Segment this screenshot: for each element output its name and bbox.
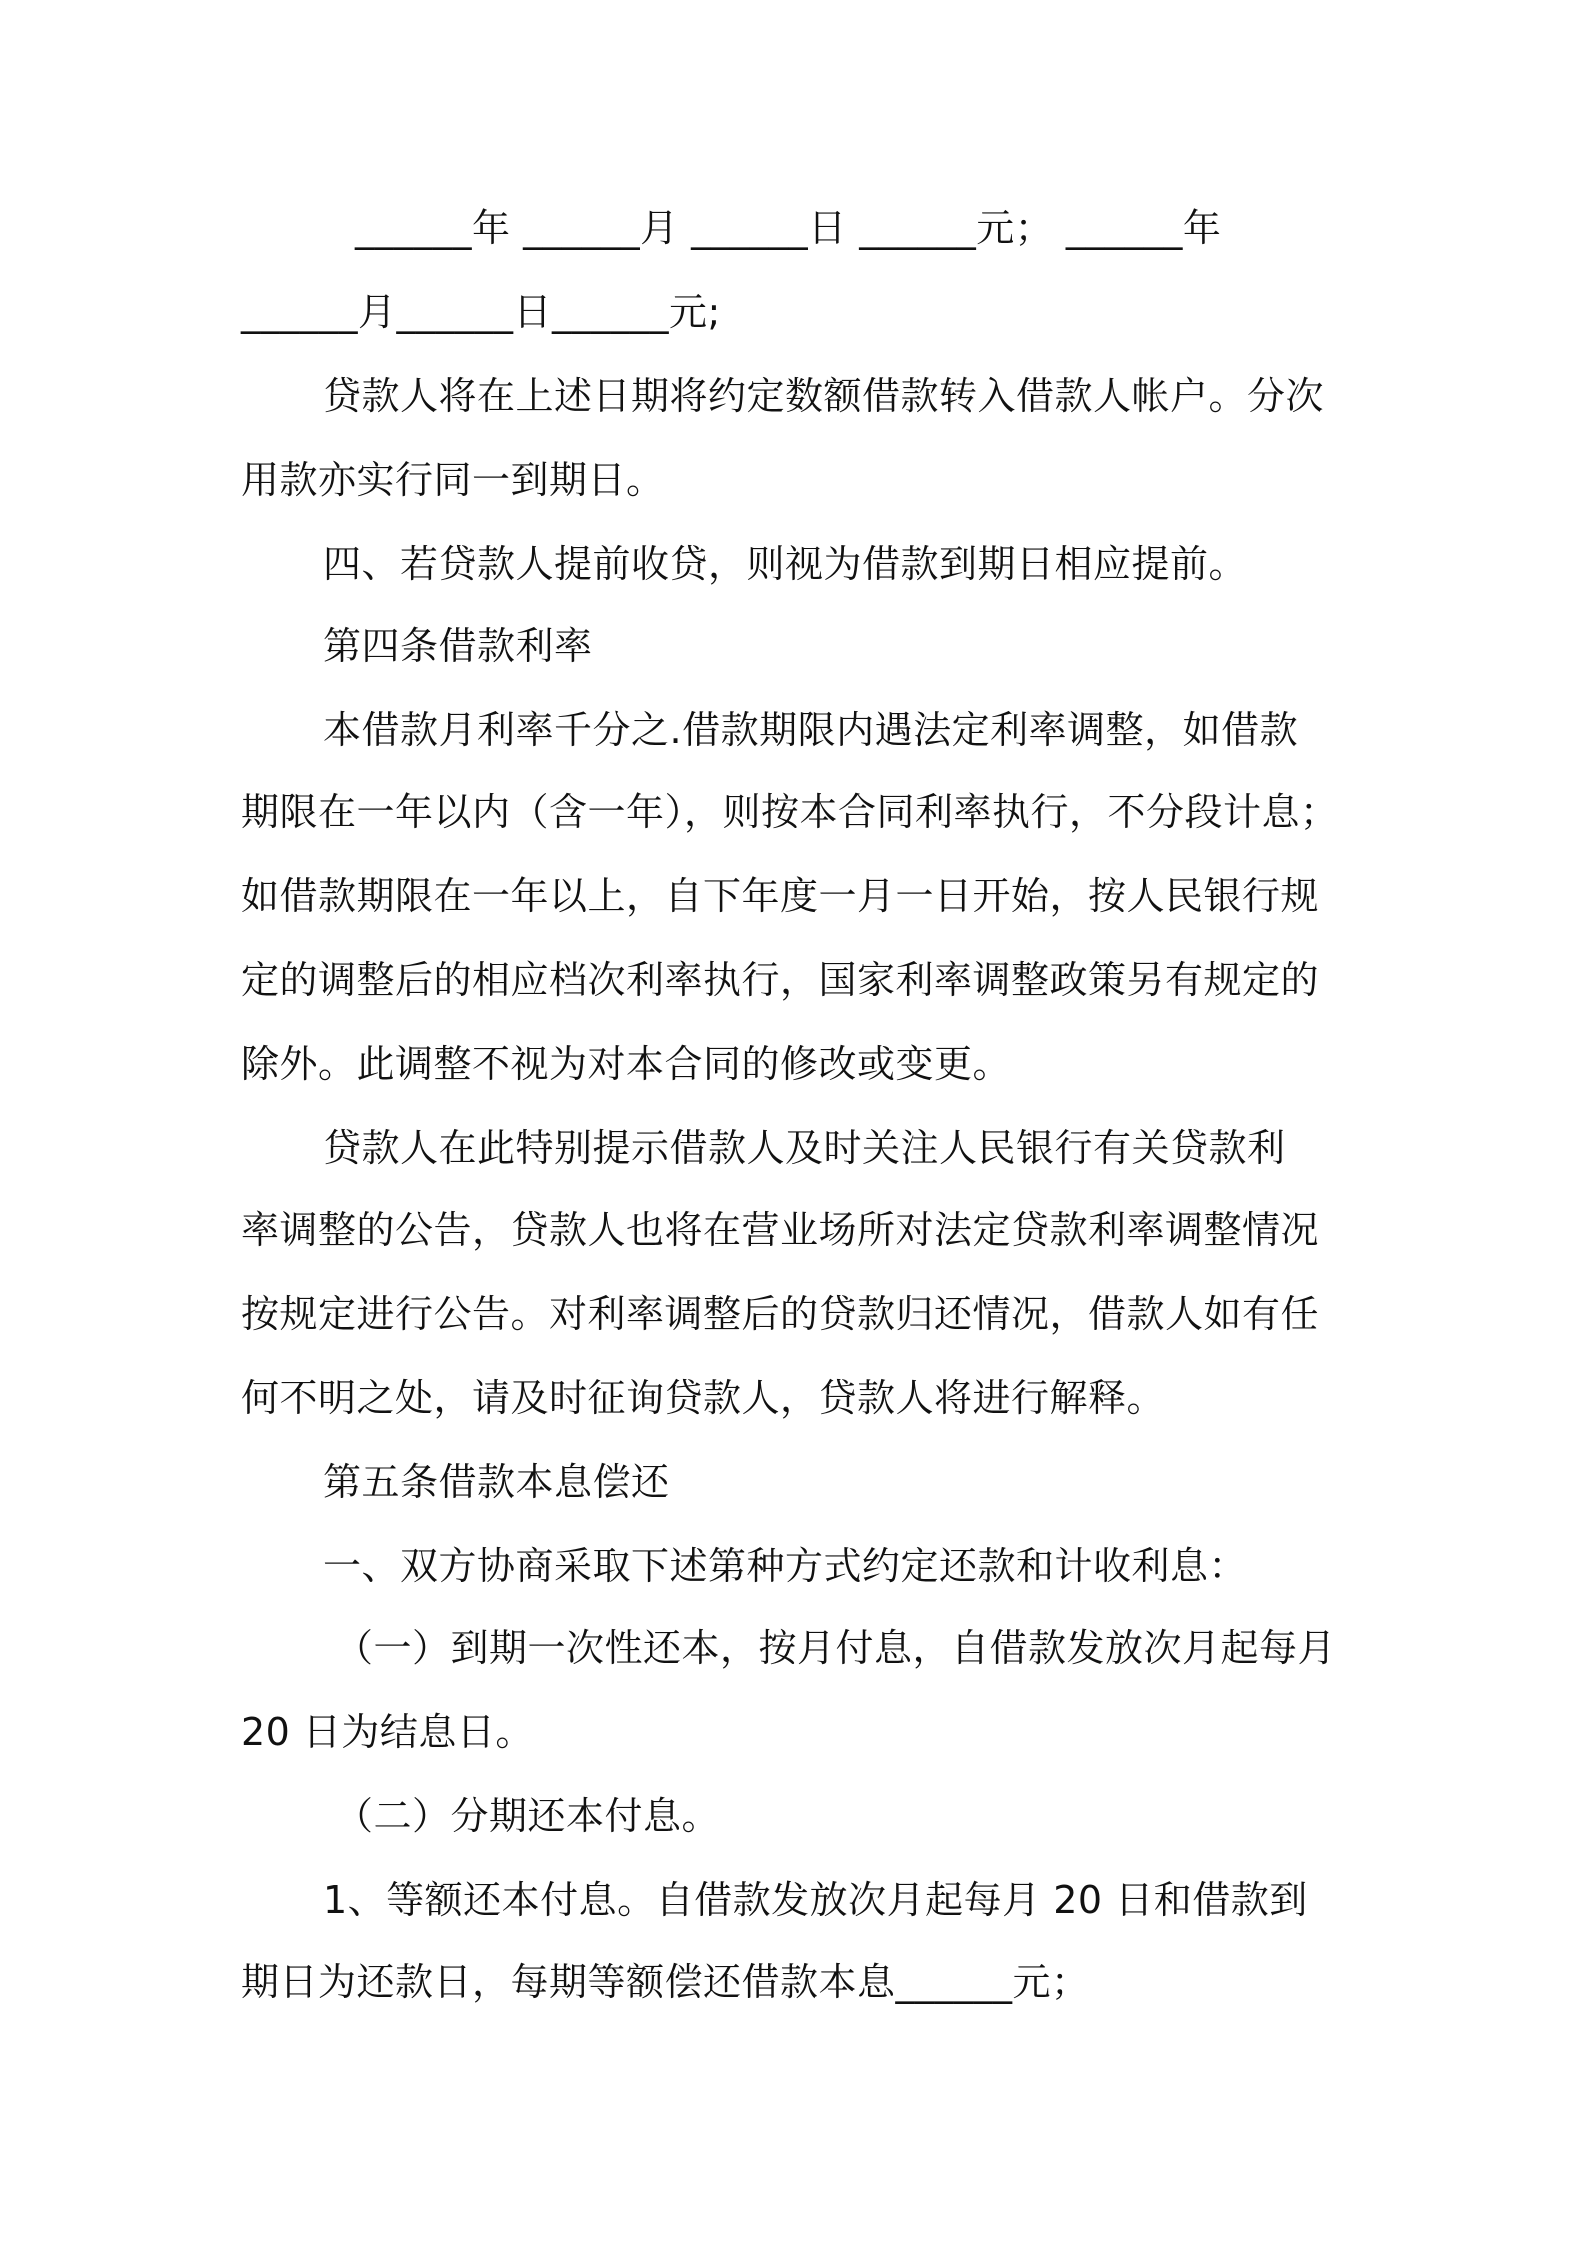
text-line: 用款亦实行同一到期日。 bbox=[241, 458, 665, 502]
text-line: 20 日为结息日。 bbox=[241, 1710, 534, 1754]
text-line: 贷款人将在上述日期将约定数额借款转入借款人帐户。分次 bbox=[323, 374, 1325, 418]
section-heading: 第四条借款利率 bbox=[323, 624, 593, 668]
text-line: 1、等额还本付息。自借款发放次月起每月 20 日和借款到 bbox=[323, 1878, 1308, 1922]
text-line: 除外。此调整不视为对本合同的修改或变更。 bbox=[241, 1042, 1012, 1086]
text-line: ______年 ______月 ______日 ______元； ______年 bbox=[355, 206, 1222, 250]
text-line: 四、若贷款人提前收贷，则视为借款到期日相应提前。 bbox=[323, 542, 1248, 586]
text-line: 贷款人在此特别提示借款人及时关注人民银行有关贷款利 bbox=[323, 1126, 1286, 1170]
text-line: 期限在一年以内（含一年），则按本合同利率执行，不分段计息； bbox=[241, 790, 1339, 834]
text-line: 何不明之处，请及时征询贷款人，贷款人将进行解释。 bbox=[241, 1376, 1166, 1420]
text-line: ______月______日______元; bbox=[241, 290, 721, 334]
text-line: 按规定进行公告。对利率调整后的贷款归还情况，借款人如有任 bbox=[241, 1292, 1320, 1336]
text-line: 如借款期限在一年以上，自下年度一月一日开始，按人民银行规 bbox=[241, 874, 1320, 918]
text-line: 一、双方协商采取下述第种方式约定还款和计收利息： bbox=[323, 1544, 1248, 1588]
text-line: （一）到期一次性还本，按月付息，自借款发放次月起每月 bbox=[335, 1626, 1337, 1670]
text-line: 定的调整后的相应档次利率执行，国家利率调整政策另有规定的 bbox=[241, 958, 1320, 1002]
text-line: 率调整的公告，贷款人也将在营业场所对法定贷款利率调整情况 bbox=[241, 1208, 1320, 1252]
text-line: 期日为还款日，每期等额偿还借款本息______元； bbox=[241, 1960, 1090, 2004]
section-heading: 第五条借款本息偿还 bbox=[323, 1460, 670, 1504]
text-line: （二）分期还本付息。 bbox=[335, 1794, 721, 1838]
text-line: 本借款月利率千分之.借款期限内遇法定利率调整，如借款 bbox=[323, 708, 1299, 752]
